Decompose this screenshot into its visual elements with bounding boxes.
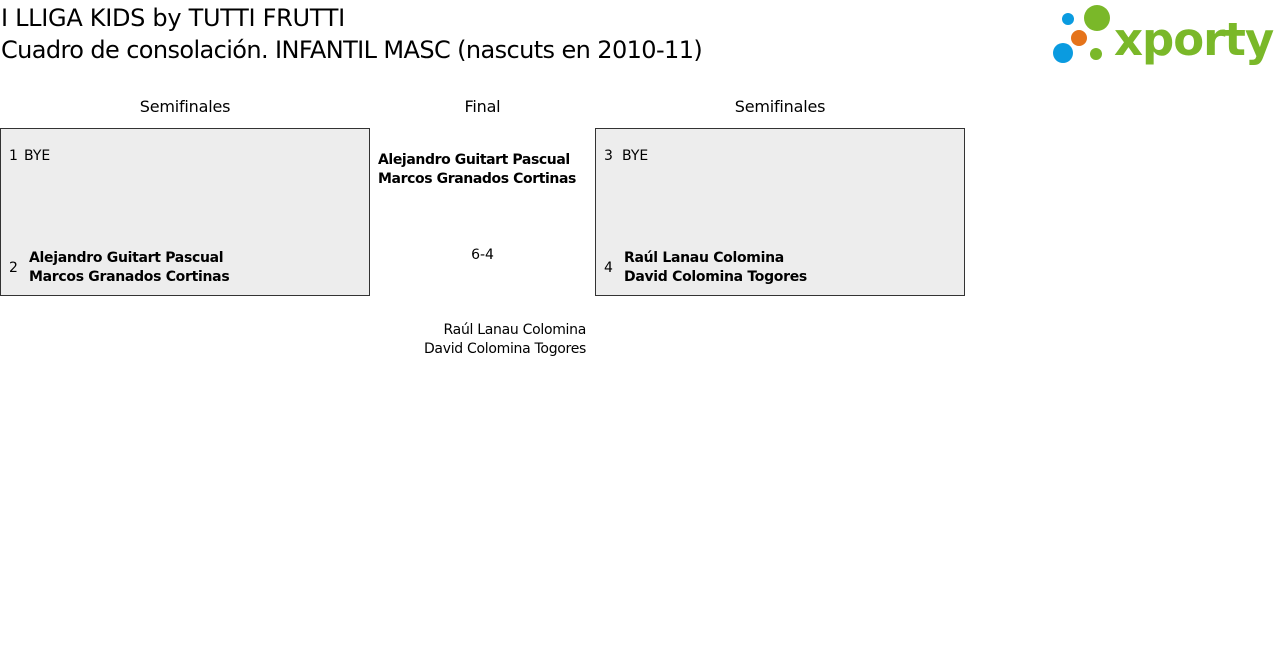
team-names[interactable] xyxy=(29,249,229,287)
player-name[interactable]: Alejandro Guitart Pascual xyxy=(29,250,224,266)
entry-seed-1 xyxy=(9,147,50,166)
bye-label: BYE xyxy=(622,148,649,164)
page-subtitle: Cuadro de consolación. INFANTIL MASC (nascuts en 2010-11) xyxy=(1,36,703,64)
entry-seed-3 xyxy=(604,147,648,166)
entry-seed-2 xyxy=(9,249,229,287)
final-winner[interactable] xyxy=(378,151,576,189)
team-names[interactable] xyxy=(624,249,807,287)
entry-seed-4 xyxy=(604,249,807,287)
logo-dot-green-small xyxy=(1090,48,1102,60)
logo-dot-blue-small xyxy=(1062,13,1074,25)
logo-dot-orange xyxy=(1071,30,1087,46)
player-name[interactable]: Alejandro Guitart Pascual xyxy=(378,152,570,168)
bye-label: BYE xyxy=(24,148,51,164)
final-score: 6-4 xyxy=(471,247,494,263)
seed-number: 3 xyxy=(604,148,613,164)
logo-text: xporty xyxy=(1114,13,1274,66)
logo-dot-blue xyxy=(1053,43,1073,63)
round-label-semifinal-right: Semifinales xyxy=(734,97,826,116)
semifinal-box-right xyxy=(595,128,965,296)
xporty-logo[interactable] xyxy=(1050,2,1278,68)
player-name[interactable]: Marcos Granados Cortinas xyxy=(378,171,576,187)
player-name[interactable]: Raúl Lanau Colomina xyxy=(443,322,586,338)
logo-dot-green xyxy=(1084,5,1110,31)
page-title: I LLIGA KIDS by TUTTI FRUTTI xyxy=(1,4,345,32)
player-name[interactable]: David Colomina Togores xyxy=(624,269,807,285)
seed-number: 1 xyxy=(9,148,18,164)
player-name[interactable]: David Colomina Togores xyxy=(423,341,586,357)
final-runner-up[interactable] xyxy=(424,321,586,359)
round-label-semifinal-left: Semifinales xyxy=(139,97,231,116)
seed-number: 2 xyxy=(9,259,18,276)
player-name[interactable]: Raúl Lanau Colomina xyxy=(624,250,784,266)
semifinal-box-left xyxy=(0,128,370,296)
round-label-final: Final xyxy=(464,97,501,116)
player-name[interactable]: Marcos Granados Cortinas xyxy=(29,269,230,285)
seed-number: 4 xyxy=(604,259,613,276)
